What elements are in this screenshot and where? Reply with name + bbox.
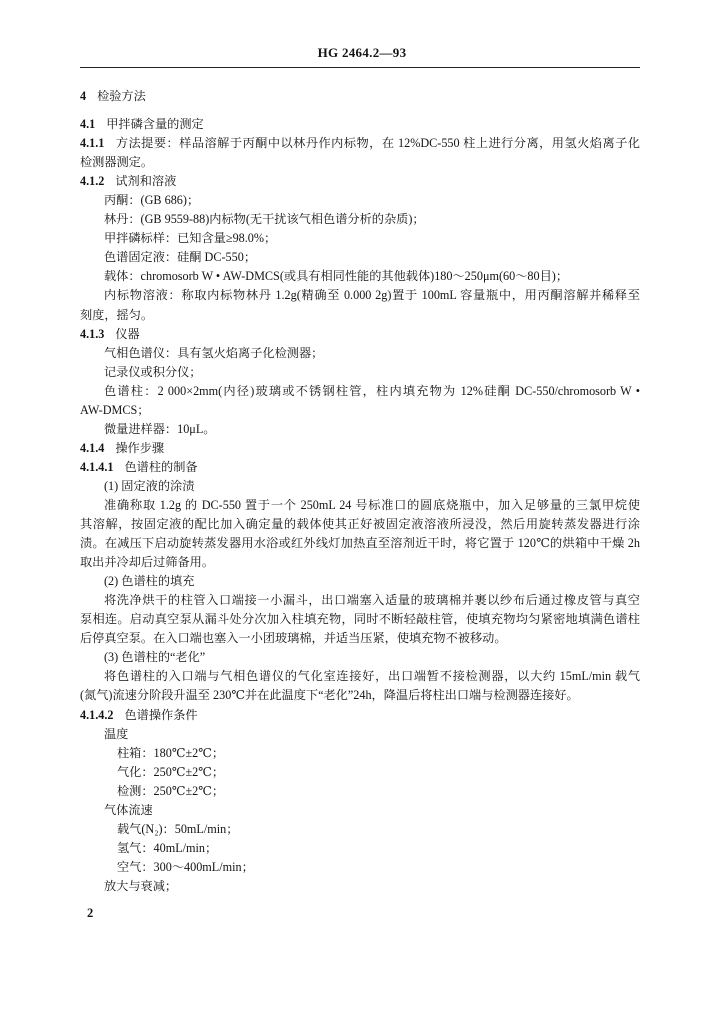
clause-title: 色谱操作条件 xyxy=(124,707,198,722)
paragraph-line: 后停真空泵。在入口端也塞入一小团玻璃棉，并适当压紧，使填充物不被移动。 xyxy=(80,631,507,646)
reagent-item: 色谱固定液：硅酮 DC-550； xyxy=(104,250,257,265)
document-body xyxy=(80,87,640,896)
clause-heading xyxy=(80,325,640,344)
clause-title: 色谱柱的制备 xyxy=(124,459,198,474)
clause-title: 方法提要： xyxy=(115,136,180,151)
paragraph-line: 准确称取 1.2g 的 DC-550 置于一个 250mL 24 号标准口的圆底烧瓶中，加入足够量的三氯甲烷使 xyxy=(104,497,640,512)
reagent-item: 内标物溶液：称取内标物林丹 1.2g(精确至 0.000 2g)置于 100mL 容量瓶中，用丙酮溶解并稀释至 xyxy=(104,288,640,303)
reagent-item: 林丹：(GB 9559-88)内标物(无干扰该气相色谱分析的杂质)； xyxy=(104,212,425,227)
paragraph-line: 取出并冷却后过筛备用。 xyxy=(80,555,215,570)
step-title: (1) 固定液的涂渍 xyxy=(104,478,195,493)
step-title: (2) 色谱柱的填充 xyxy=(104,574,195,589)
paragraph-line: (氮气)流速分阶段升温至 230℃并在此温度下“老化”24h，降温后将柱出口端与检测器连接好。 xyxy=(80,688,579,703)
clause-number: 4.1.2 xyxy=(80,174,105,189)
clause-heading xyxy=(80,458,640,477)
clause-title: 甲拌磷含量的测定 xyxy=(106,117,204,132)
instrument-item: 记录仪或积分仪； xyxy=(104,364,202,379)
clause-number: 4.1.4.1 xyxy=(80,459,114,474)
standard-code-header: HG 2464.2—93 xyxy=(317,45,407,60)
condition-item: 检测：250℃±2℃； xyxy=(117,783,225,798)
instrument-item: 微量进样器：10μL。 xyxy=(104,421,216,436)
method-summary-line xyxy=(80,134,640,153)
clause-number: 4.1 xyxy=(80,117,96,132)
section-title: 检验方法 xyxy=(97,89,146,103)
section-number: 4 xyxy=(80,89,87,103)
condition-item: 氢气：40mL/min； xyxy=(117,840,218,855)
clause-heading xyxy=(80,706,640,725)
reagent-item: 甲拌磷标样：已知含量≥98.0%； xyxy=(104,231,277,246)
instrument-item: 色谱柱：2 000×2mm(内径)玻璃或不锈钢柱管，柱内填充物为 12%硅酮 DC-550/chromosorb W • xyxy=(104,383,640,398)
section-heading xyxy=(80,87,640,106)
condition-item: 空气：300～400mL/min； xyxy=(117,859,254,874)
paragraph-line: 泵相连。启动真空泵从漏斗处分次加入柱填充物，同时不断轻敲柱管，使填充物均匀紧密地填满色谱柱 xyxy=(80,612,640,627)
clause-number: 4.1.4 xyxy=(80,440,105,455)
clause-heading xyxy=(80,172,640,191)
page-number: 2 xyxy=(87,906,94,920)
condition-item: 柱箱：180℃±2℃； xyxy=(117,745,225,760)
condition-group-label: 温度 xyxy=(104,726,129,741)
clause-number: 4.1.4.2 xyxy=(80,707,114,722)
condition-group-label: 气体流速 xyxy=(104,802,153,817)
reagent-item: 载体：chromosorb W • AW-DMCS(或具有相同性能的其他载体)180～250μm(60～80目)； xyxy=(104,269,569,284)
paragraph-line: 将洗净烘干的柱管入口端接一小漏斗，出口端塞入适量的玻璃棉并裹以纱布后通过橡皮管与真空 xyxy=(104,593,640,608)
clause-title: 试剂和溶液 xyxy=(115,174,177,189)
paragraph-line: 将色谱柱的入口端与气相色谱仪的气化室连接好，出口端暂不接检测器，以大约 15mL/min 载气 xyxy=(104,669,640,684)
condition-item: 气化：250℃±2℃； xyxy=(117,764,225,779)
paragraph-text: 样品溶解于丙酮中以林丹作内标物，在 12%DC-550 柱上进行分离，用氢火焰离子化 xyxy=(179,136,640,151)
instrument-item: 气相色谱仪：具有氢火焰离子化检测器； xyxy=(104,345,324,360)
clause-heading xyxy=(80,439,640,458)
step-title: (3) 色谱柱的“老化” xyxy=(104,650,206,665)
paragraph-line: 检测器测定。 xyxy=(80,155,154,170)
clause-title: 操作步骤 xyxy=(115,440,165,455)
reagent-item: 丙酮：(GB 686)； xyxy=(104,193,200,208)
clause-number: 4.1.1 xyxy=(80,136,105,151)
clause-number: 4.1.3 xyxy=(80,326,105,341)
clause-heading xyxy=(80,115,640,134)
condition-group-label: 放大与衰减； xyxy=(104,878,178,893)
paragraph-line: AW-DMCS； xyxy=(80,402,150,417)
paragraph-line: 渍。在减压下启动旋转蒸发器用水浴或红外线灯加热直至溶剂近干时，将它置于 120℃的烘箱中干燥 2h xyxy=(80,536,640,551)
clause-title: 仪器 xyxy=(115,326,140,341)
condition-item: 载气(N₂)：50mL/min； xyxy=(117,821,239,836)
paragraph-line: 刻度，摇匀。 xyxy=(80,307,154,322)
header-rule xyxy=(80,67,640,68)
paragraph-line: 其溶解，按固定液的配比加入确定量的载体使其正好被固定液溶液所浸没，然后用旋转蒸发器进行涂 xyxy=(80,517,640,532)
